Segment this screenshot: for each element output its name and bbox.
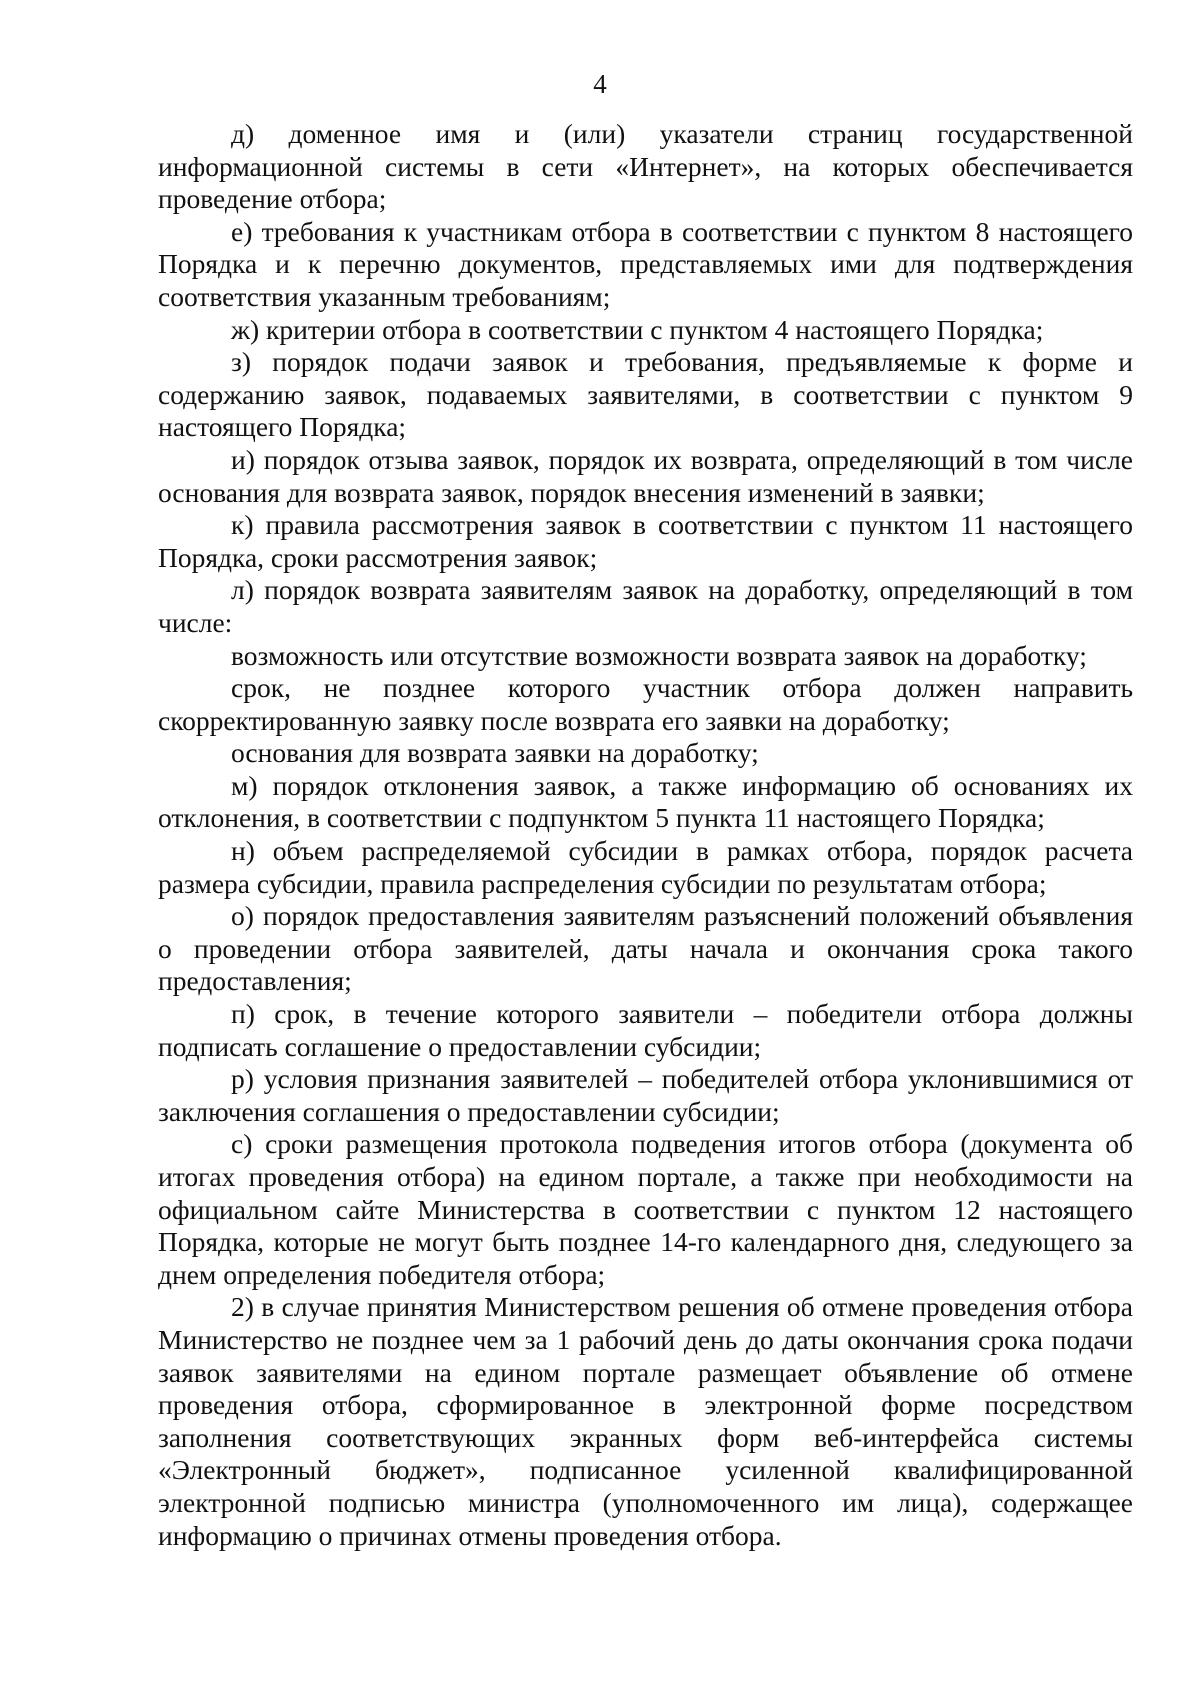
paragraph-subitem-possibility: возможность или отсутствие возможности возврата заявок на доработку; bbox=[231, 639, 1087, 671]
paragraph-subitem-deadline: срок, не позднее которого участник отбора должен направить скорректированную заявку после возврата его заявки на доработку; bbox=[158, 672, 1133, 736]
paragraph-item-k: к) правила рассмотрения заявок в соответствии с пунктом 11 настоящего Порядка, сроки рассмотрения заявок; bbox=[158, 509, 1133, 573]
paragraph-item-n: н) объем распределяемой субсидии в рамках отбора, порядок расчета размера субсидии, правила распределения субсидии по результатам отбора; bbox=[158, 835, 1133, 899]
paragraph-item-i: и) порядок отзыва заявок, порядок их возврата, определяющий в том числе основания для возврата заявок, порядок внесения изменений в заявки; bbox=[158, 443, 1133, 508]
paragraph-item-z: з) порядок подачи заявок и требования, предъявляемые к форме и содержанию заявок, подаваемых заявителями, в соответствии с пунктом 9 настоящего Порядка; bbox=[158, 346, 1133, 443]
paragraph-item-m: м) порядок отклонения заявок, а также информацию об основаниях их отклонения, в соответствии с подпунктом 5 пункта 11 настоящего Порядка; bbox=[158, 769, 1133, 834]
page-number: 4 bbox=[593, 69, 607, 99]
paragraph-item-e: е) требования к участникам отбора в соответствии с пунктом 8 настоящего Порядка и к перечню документов, представляемых ими для подтверждения соответствия указанным требованиям; bbox=[158, 215, 1133, 312]
paragraph-item-p: п) срок, в течение которого заявители – победители отбора должны подписать соглашение о предоставлении субсидии; bbox=[158, 998, 1133, 1062]
paragraph-item-zh: ж) критерии отбора в соответствии с пунктом 4 настоящего Порядка; bbox=[231, 313, 1044, 345]
paragraph-item-o: о) порядок предоставления заявителям разъяснений положений объявления о проведении отбора заявителей, даты начала и окончания срока такого предоставления; bbox=[158, 900, 1133, 997]
paragraph-item-s: с) сроки размещения протокола подведения итогов отбора (документа об итогах проведения отбора) на едином портале, а также при необходимости на официальном сайте Министерства в соответствии с пунктом 12 настоящего Порядка, которые не могут быть позднее 14-го календарного дня, следующего за днем определения победителя отбора; bbox=[158, 1128, 1133, 1290]
document-body bbox=[158, 118, 1133, 1552]
paragraph-item-d: д) доменное имя и (или) указатели страниц государственной информационной системы в сети «Интернет», на которых обеспечивается проведение отбора; bbox=[158, 118, 1133, 215]
paragraph-item-2: 2) в случае принятия Министерством решения об отмене проведения отбора Министерство не позднее чем за 1 рабочий день до даты окончания срока подачи заявок заявителями на едином портале размещает объявление об отмене проведения отбора, сформированное в электронной форме посредством заполнения соответствующих экранных форм веб-интерфейса системы «Электронный бюджет», подписанное усиленной квалифицированной электронной подписью министра (уполномоченного им лица), содержащее информацию о причинах отмены проведения отбора. bbox=[158, 1291, 1133, 1551]
paragraph-item-r: р) условия признания заявителей – победителей отбора уклонившимися от заключения соглашения о предоставлении субсидии; bbox=[158, 1063, 1133, 1127]
paragraph-item-l: л) порядок возврата заявителям заявок на доработку, определяющий в том числе: bbox=[158, 574, 1133, 638]
paragraph-subitem-grounds: основания для возврата заявки на доработку; bbox=[231, 737, 759, 769]
